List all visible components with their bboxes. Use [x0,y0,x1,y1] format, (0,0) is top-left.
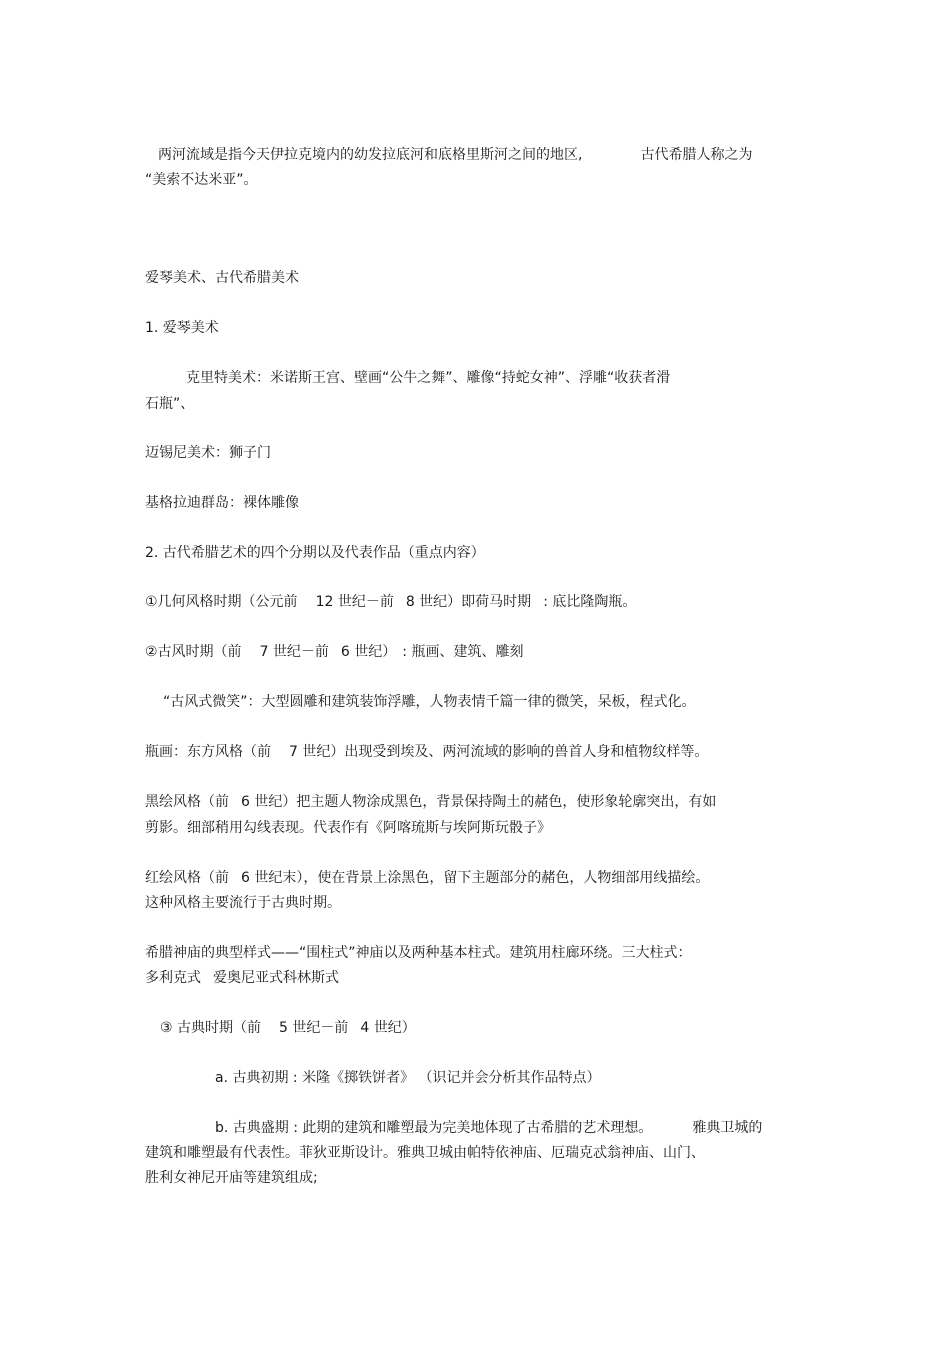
geometric-text-4: : 底比隆陶瓶。 [543,594,637,610]
archaic-smile-line: “古风式微笑”：大型圆雕和建筑装饰浮雕，人物表情千篇一律的微笑，呆板，程式化。 [163,694,696,710]
classical-text-3: 4 世纪） [360,1020,416,1036]
crete-line-2: 石瓶”、 [145,396,195,412]
intro-line-1 [158,145,752,165]
temple-line-2 [145,968,339,988]
greek-heading: 2. 古代希腊艺术的四个分期以及代表作品（重点内容） [145,545,485,561]
temple-order-doric: 多利克式 [145,970,201,986]
temple-line-1: 希腊神庙的典型样式——“围柱式”神庙以及两种基本柱式。建筑用柱廊环绕。三大柱式： [145,945,692,961]
intro-text-part-2: 古代希腊人称之为 [640,147,753,163]
aegean-heading: 1. 爱琴美术 [145,320,219,336]
red-figure-line-1 [145,868,709,888]
archaic-text-4: : 瓶画、建筑、雕刻 [402,644,524,660]
archaic-period-line [145,642,523,662]
geometric-text-2: 12 世纪－前 [315,594,394,610]
mycenae-line: 迈锡尼美术：狮子门 [145,445,271,461]
vase-text-1: 瓶画：东方风格（前 [145,744,271,760]
black-figure-text-1: 黑绘风格（前 [145,794,229,810]
high-classical-text-1: b. 古典盛期 : 此期的建筑和雕塑最为完美地体现了古希腊的艺术理想。 [215,1120,653,1136]
black-figure-line-2: 剪影。细部稍用勾线表现。代表作有《阿喀琉斯与埃阿斯玩骰子》 [145,820,551,836]
red-figure-text-2: 6 世纪末），使在背景上涂黑色，留下主题部分的赭色，人物细部用线描绘。 [241,870,710,886]
high-classical-text-2: 雅典卫城的 [692,1120,763,1136]
early-classical-line: a. 古典初期 : 米隆《掷铁饼者》 （识记并会分析其作品特点） [215,1070,601,1086]
black-figure-line-1 [145,792,716,812]
geometric-text-3: 8 世纪）即荷马时期 [405,594,532,610]
intro-text-part-1: 两河流域是指今天伊拉克境内的幼发拉底河和底格里斯河之间的地区, [158,147,583,163]
section-title: 爱琴美术、古代希腊美术 [145,270,299,286]
red-figure-line-2: 这种风格主要流行于古典时期。 [145,895,341,911]
archaic-text-1: ②古风时期（前 [145,644,242,660]
geometric-text-1: ①几何风格时期（公元前 [145,594,298,610]
black-figure-text-2: 6 世纪）把主题人物涂成黑色，背景保持陶土的赭色，使形象轮廓突出，有如 [241,794,717,810]
high-classical-line-2: 建筑和雕塑最有代表性。菲狄亚斯设计。雅典卫城由帕特依神庙、厄瑞克忒翁神庙、山门、 [145,1145,705,1161]
vase-painting-line [145,742,708,762]
archaic-text-3: 6 世纪） [340,644,397,660]
crete-line-1: 克里特美术：米诺斯王宫、壁画“公牛之舞”、雕像“持蛇女神”、浮雕“收获者滑 [186,370,671,386]
high-classical-line-3: 胜利女神尼开庙等建筑组成; [145,1170,318,1186]
vase-text-2: 7 世纪）出现受到埃及、两河流域的影响的兽首人身和植物纹样等。 [289,744,709,760]
intro-line-2: “美索不达米亚”。 [145,172,258,188]
cyclades-line: 基格拉迪群岛：裸体雕像 [145,495,299,511]
archaic-text-2: 7 世纪－前 [259,644,329,660]
classical-text-1: ③ 古典时期（前 [160,1020,262,1036]
red-figure-text-1: 红绘风格（前 [145,870,229,886]
temple-order-ionic-corinthian: 爱奥尼亚式科林斯式 [213,970,339,986]
high-classical-line-1 [215,1118,762,1138]
classical-period-line [160,1018,416,1038]
geometric-period-line [145,592,636,612]
classical-text-2: 5 世纪－前 [279,1020,349,1036]
